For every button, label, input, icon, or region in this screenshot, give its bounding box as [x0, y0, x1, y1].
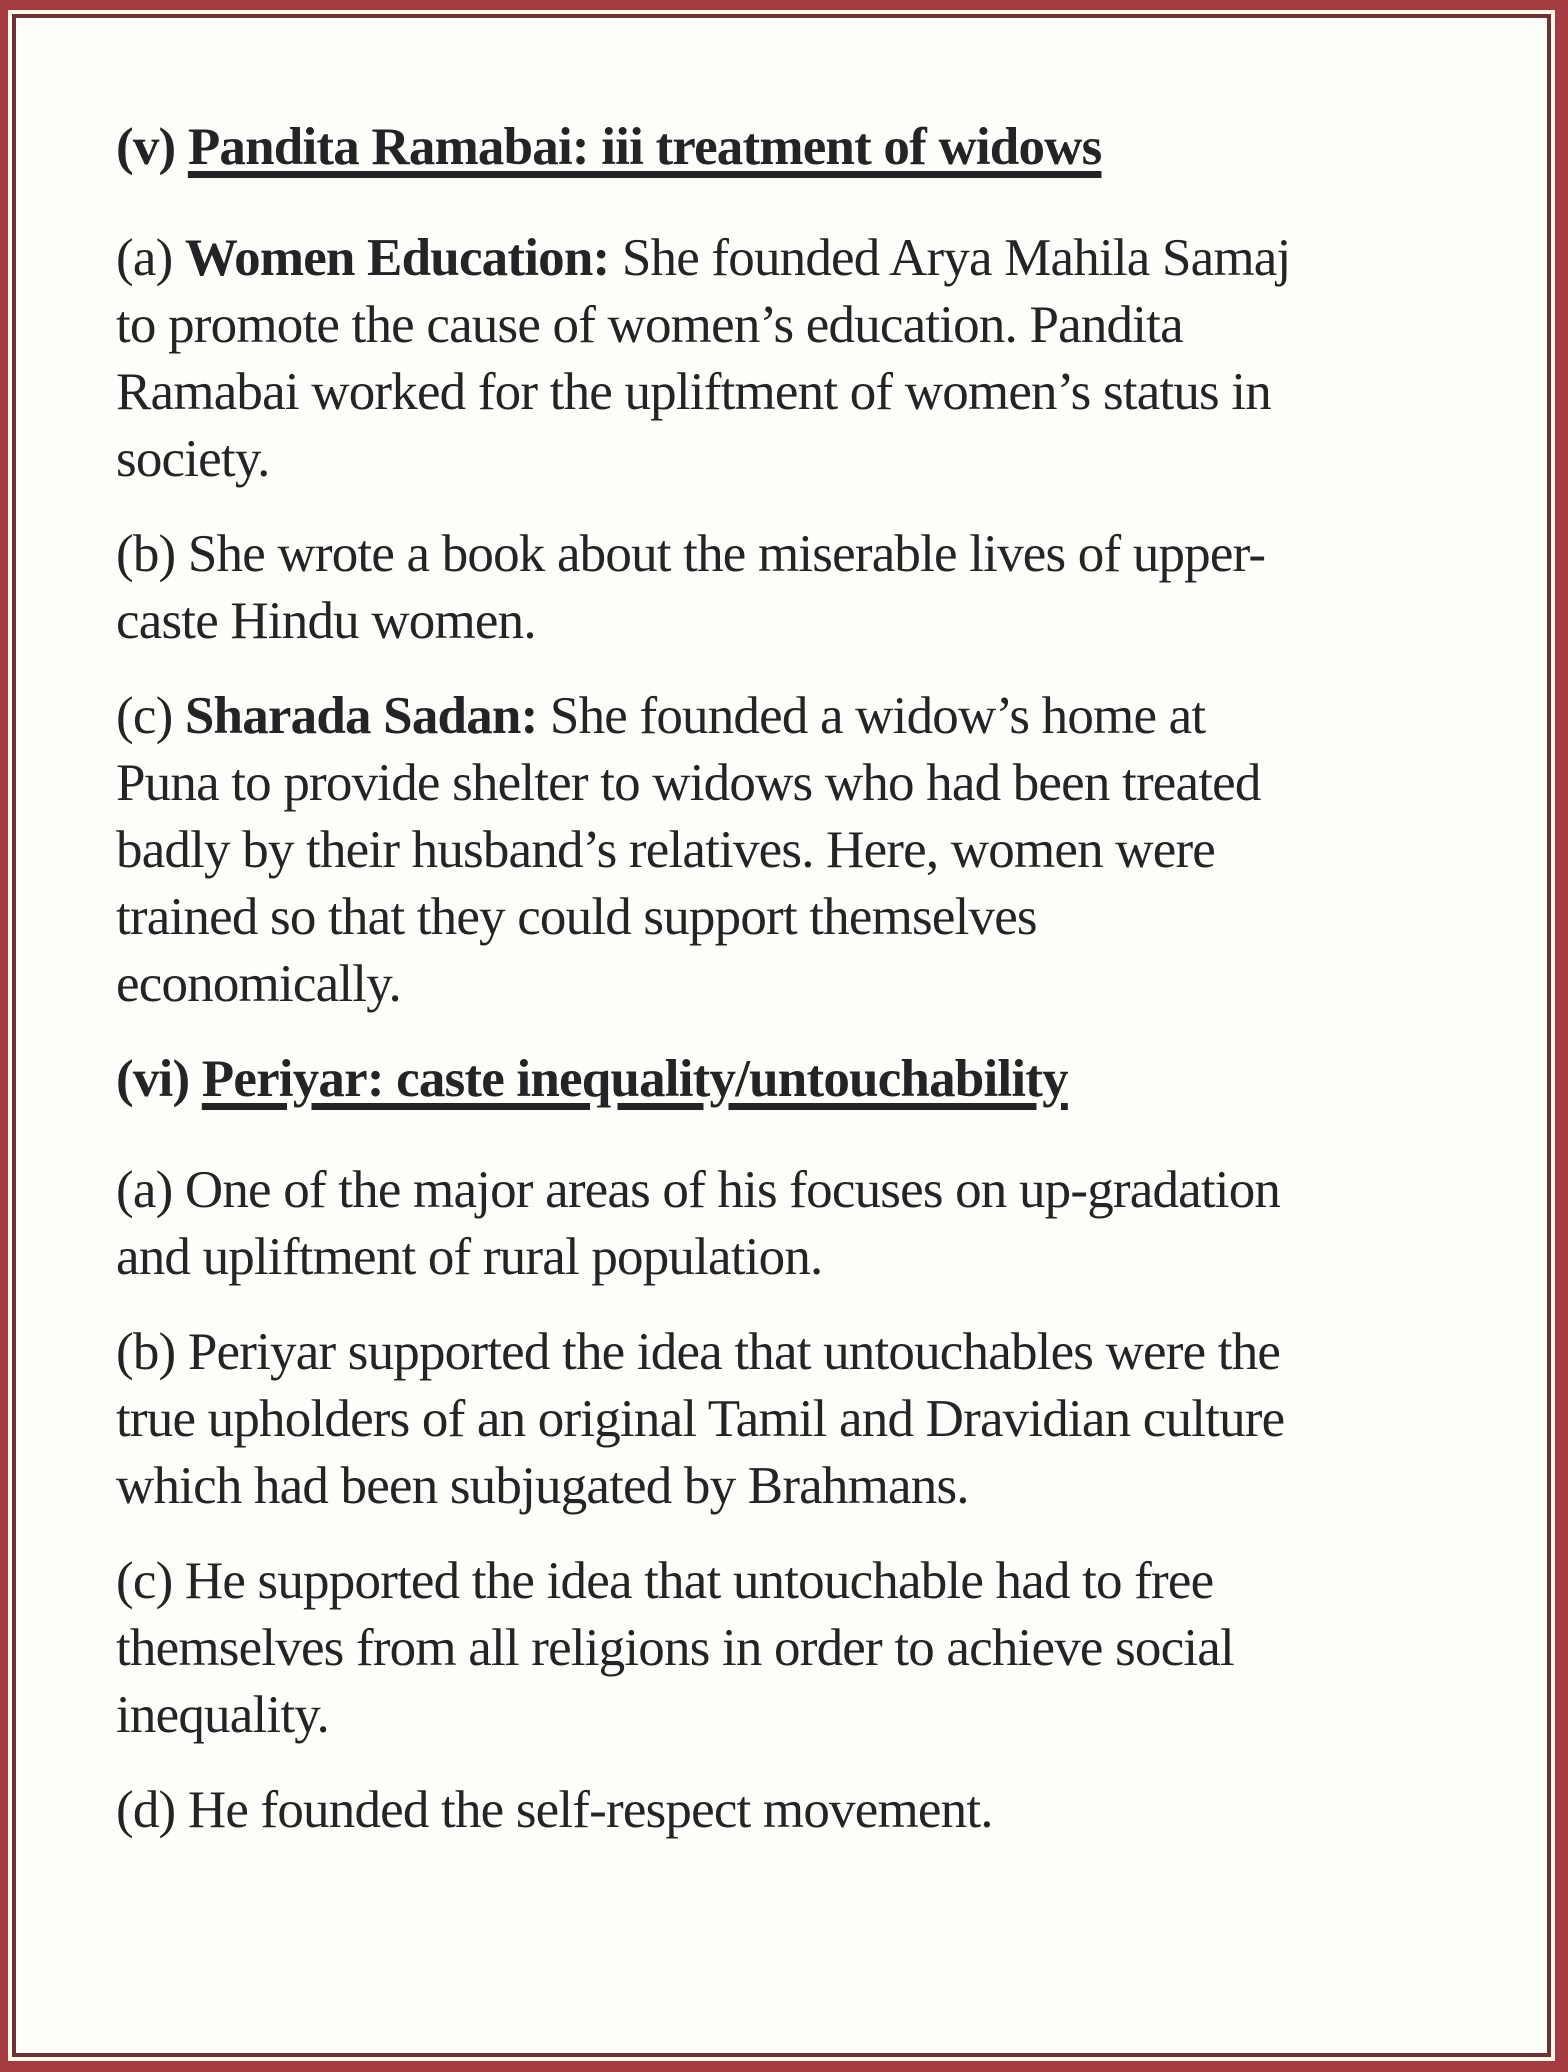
text-segment: She founded a widow’s home at [537, 687, 1206, 745]
text-segment: Puna to provide shelter to widows who had been treated [116, 754, 1261, 812]
text-segment: trained so that they could support themselves [116, 888, 1037, 946]
text-line [116, 1046, 1427, 1113]
text-segment: and upliftment of rural population. [116, 1228, 823, 1286]
paragraph [116, 1157, 1427, 1291]
text-segment: Sharada Sadan: [184, 687, 538, 745]
text-line [116, 588, 1427, 655]
document-page [12, 14, 1551, 2057]
text-segment: (v) [116, 118, 188, 176]
text-line [116, 1386, 1427, 1453]
text-line [116, 750, 1427, 817]
text-segment: economically. [116, 955, 401, 1013]
text-line [116, 1157, 1427, 1224]
text-segment: Ramabai worked for the upliftment of women’s status in [116, 363, 1271, 421]
paragraph [116, 1548, 1427, 1749]
document-body [116, 114, 1427, 1844]
section-heading [116, 114, 1427, 181]
text-line [116, 1548, 1427, 1615]
text-line [116, 426, 1427, 493]
text-line [116, 1224, 1427, 1291]
text-line [116, 884, 1427, 951]
text-line [116, 817, 1427, 884]
text-segment: badly by their husband’s relatives. Here, women were [116, 821, 1216, 879]
text-segment: society. [116, 430, 270, 488]
text-line [116, 1777, 1427, 1844]
text-segment: (b) Periyar supported the idea that untouchables were the [116, 1323, 1281, 1381]
text-segment: Women Education: [184, 229, 610, 287]
text-segment: to promote the cause of women’s education. Pandita [116, 296, 1183, 354]
paragraph [116, 1319, 1427, 1520]
text-line [116, 1453, 1427, 1520]
text-segment: (b) She wrote a book about the miserable lives of upper- [116, 525, 1266, 583]
text-line [116, 114, 1427, 181]
text-segment: (a) [116, 229, 185, 287]
text-segment: themselves from all religions in order to achieve social [116, 1619, 1234, 1677]
text-segment: caste Hindu women. [116, 592, 536, 650]
paragraph [116, 521, 1427, 655]
text-line [116, 1319, 1427, 1386]
text-line [116, 292, 1427, 359]
text-line [116, 951, 1427, 1018]
text-segment: She founded Arya Mahila Samaj [609, 229, 1291, 287]
text-line [116, 1682, 1427, 1749]
text-segment: (c) [116, 687, 185, 745]
text-segment: Periyar: caste inequality/untouchability [201, 1050, 1068, 1108]
section-heading [116, 1046, 1427, 1113]
text-line [116, 521, 1427, 588]
text-segment: (d) He founded the self-respect movement. [116, 1781, 993, 1839]
text-segment: true upholders of an original Tamil and Dravidian culture [116, 1390, 1285, 1448]
page-border-cream-line [8, 10, 1555, 2061]
paragraph [116, 225, 1427, 493]
paragraph [116, 1777, 1427, 1844]
text-segment: Pandita Ramabai: iii treatment of widows [187, 118, 1102, 176]
text-line [116, 359, 1427, 426]
text-line [116, 1615, 1427, 1682]
text-segment: (c) He supported the idea that untouchable had to free [116, 1552, 1214, 1610]
paragraph [116, 683, 1427, 1018]
text-segment: (a) One of the major areas of his focuses on up-gradation [116, 1161, 1281, 1219]
text-segment: which had been subjugated by Brahmans. [116, 1457, 969, 1515]
text-segment: inequality. [116, 1686, 329, 1744]
text-line [116, 683, 1427, 750]
text-line [116, 225, 1427, 292]
text-segment: (vi) [116, 1050, 202, 1108]
